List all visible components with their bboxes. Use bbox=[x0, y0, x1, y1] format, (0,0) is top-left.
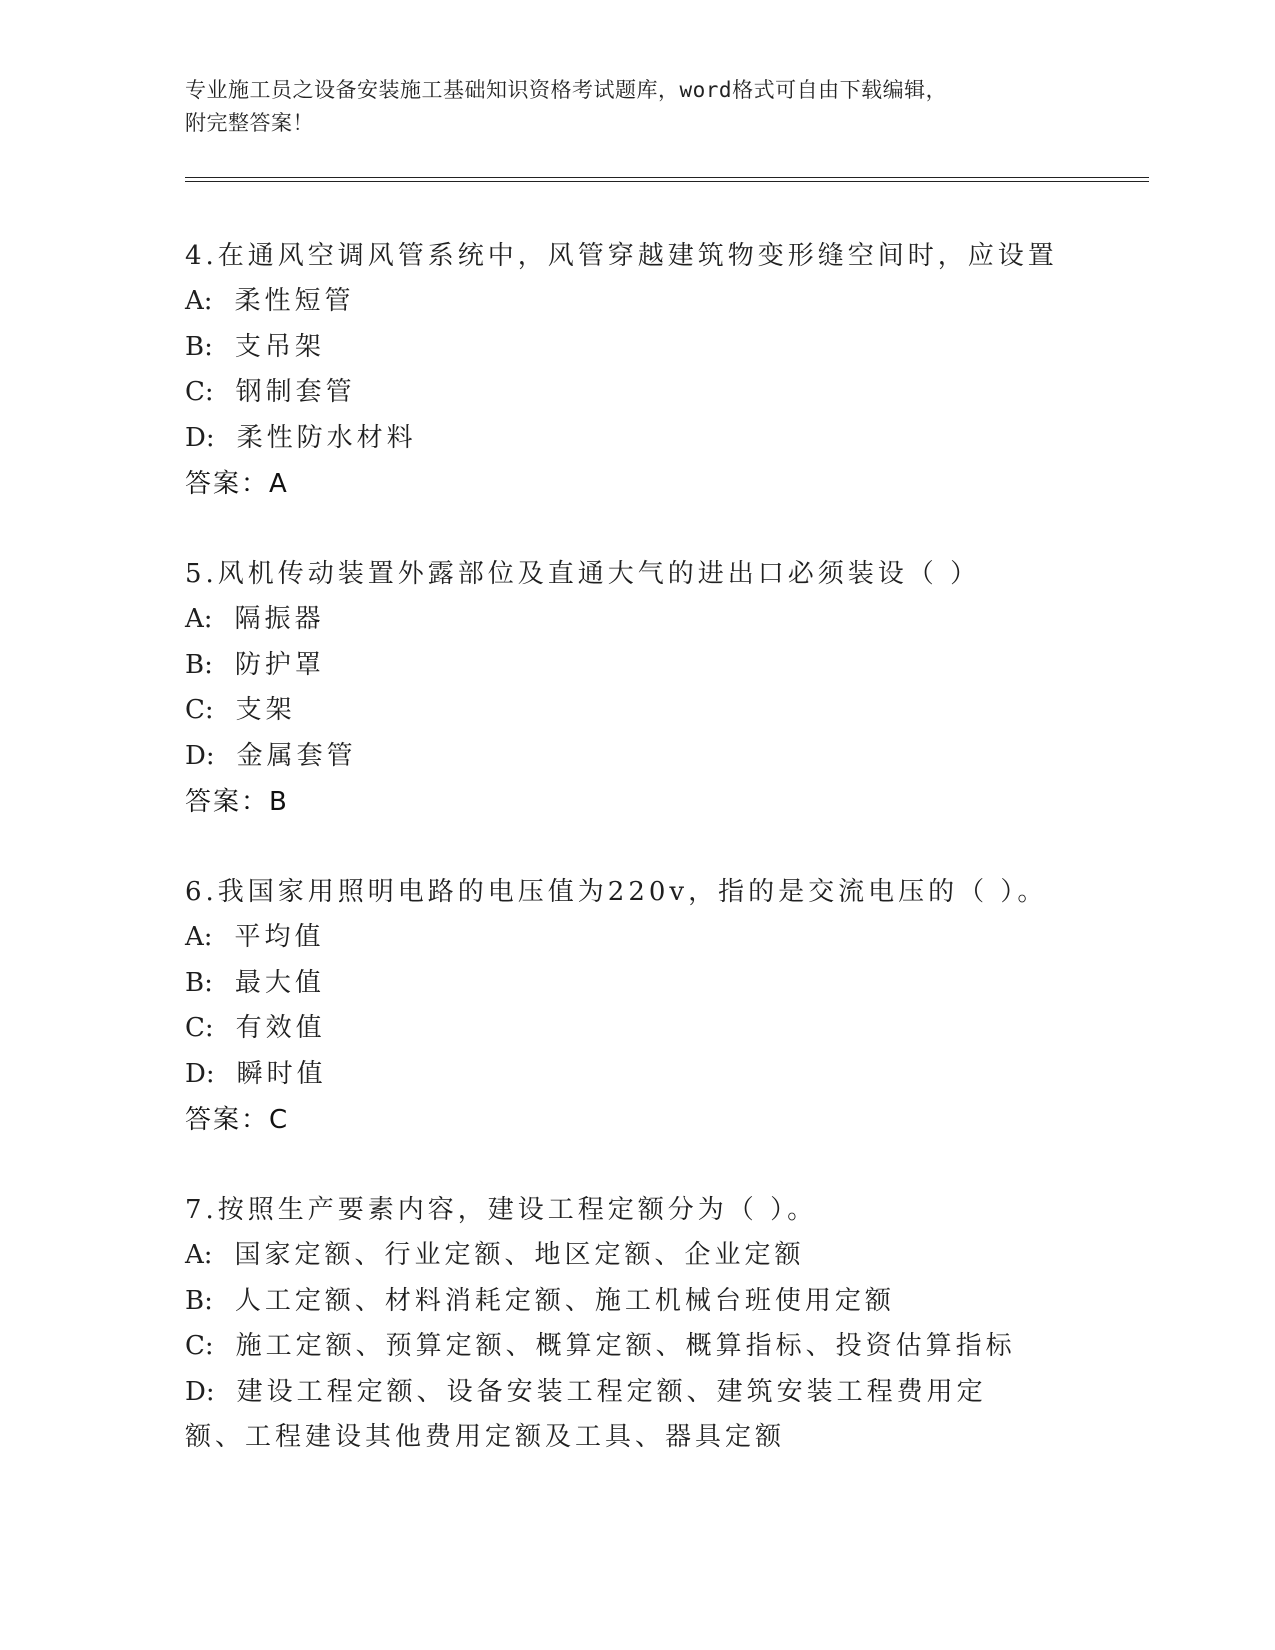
option-text: 有效值 bbox=[235, 1013, 326, 1043]
header-divider-top bbox=[185, 177, 1149, 178]
option-text: 建设工程定额、设备安装工程定额、建筑安装工程费用定额、工程建设其他费用定额及工具、器具定额 bbox=[185, 1376, 987, 1452]
option-d bbox=[185, 416, 1085, 462]
option-text: 隔振器 bbox=[234, 604, 325, 634]
option-a bbox=[185, 1233, 1085, 1279]
option-letter: A: bbox=[185, 922, 213, 952]
option-b bbox=[185, 961, 1085, 1007]
option-letter: D: bbox=[185, 740, 215, 771]
option-letter: B: bbox=[185, 649, 213, 680]
option-letter: C: bbox=[185, 695, 214, 725]
option-letter: B: bbox=[185, 331, 213, 362]
option-c bbox=[185, 370, 1085, 416]
question-stem: 4.在通风空调风管系统中，风管穿越建筑物变形缝空间时，应设置 bbox=[185, 241, 1058, 271]
option-letter: B: bbox=[185, 1285, 213, 1316]
question-6 bbox=[185, 869, 1085, 1143]
question-stem: 7.按照生产要素内容，建设工程定额分为（ ）。 bbox=[185, 1195, 818, 1225]
answer-line bbox=[185, 461, 1085, 507]
option-text: 金属套管 bbox=[236, 740, 357, 771]
option-a bbox=[185, 597, 1085, 643]
option-text: 人工定额、材料消耗定额、施工机械台班使用定额 bbox=[234, 1285, 895, 1316]
option-text: 支架 bbox=[235, 695, 296, 725]
option-text: 最大值 bbox=[234, 967, 325, 998]
option-a bbox=[185, 279, 1085, 325]
answer-value: C bbox=[269, 1105, 288, 1135]
question-7 bbox=[185, 1187, 1085, 1461]
option-text: 平均值 bbox=[234, 922, 325, 952]
option-text: 施工定额、预算定额、概算定额、概算指标、投资估算指标 bbox=[235, 1331, 1016, 1361]
option-b bbox=[185, 325, 1085, 371]
header-divider-bottom bbox=[185, 181, 1149, 182]
option-c bbox=[185, 688, 1085, 734]
question-stem: 6.我国家用照明电路的电压值为220v，指的是交流电压的（ ）。 bbox=[185, 877, 1048, 907]
option-letter: D: bbox=[185, 1058, 215, 1089]
option-c bbox=[185, 1006, 1085, 1052]
option-c bbox=[185, 1324, 1085, 1370]
option-letter: B: bbox=[185, 967, 213, 998]
option-letter: D: bbox=[185, 422, 215, 453]
option-text: 柔性短管 bbox=[234, 286, 355, 316]
option-b bbox=[185, 1279, 1085, 1325]
option-d bbox=[185, 1370, 1045, 1461]
option-letter: C: bbox=[185, 1331, 214, 1361]
header-line-1: 专业施工员之设备安装施工基础知识资格考试题库，word格式可自由下载编辑， bbox=[185, 78, 948, 102]
answer-label: 答案： bbox=[185, 1105, 270, 1135]
answer-label: 答案： bbox=[185, 787, 270, 817]
question-4 bbox=[185, 233, 1085, 507]
option-text: 防护罩 bbox=[234, 649, 325, 680]
option-b bbox=[185, 643, 1085, 689]
header-line-2: 附完整答案！ bbox=[185, 111, 314, 135]
option-text: 支吊架 bbox=[234, 331, 325, 362]
question-5 bbox=[185, 551, 1085, 825]
option-letter: A: bbox=[185, 1240, 213, 1270]
option-text: 瞬时值 bbox=[236, 1058, 327, 1089]
option-letter: A: bbox=[185, 604, 213, 634]
option-d bbox=[185, 1052, 1085, 1098]
document-header bbox=[185, 74, 1065, 140]
option-d bbox=[185, 734, 1085, 780]
option-letter: D: bbox=[185, 1376, 215, 1407]
question-stem: 5.风机传动装置外露部位及直通大气的进出口必须装设（ ） bbox=[185, 559, 981, 589]
option-text: 柔性防水材料 bbox=[236, 422, 417, 453]
option-text: 国家定额、行业定额、地区定额、企业定额 bbox=[234, 1240, 805, 1270]
answer-value: A bbox=[269, 469, 287, 499]
option-letter: A: bbox=[185, 286, 213, 316]
answer-label: 答案： bbox=[185, 469, 270, 499]
answer-line bbox=[185, 1097, 1085, 1143]
answer-value: B bbox=[269, 787, 287, 817]
option-letter: C: bbox=[185, 377, 214, 407]
option-a bbox=[185, 915, 1085, 961]
option-letter: C: bbox=[185, 1013, 214, 1043]
answer-line bbox=[185, 779, 1085, 825]
option-text: 钢制套管 bbox=[235, 377, 356, 407]
